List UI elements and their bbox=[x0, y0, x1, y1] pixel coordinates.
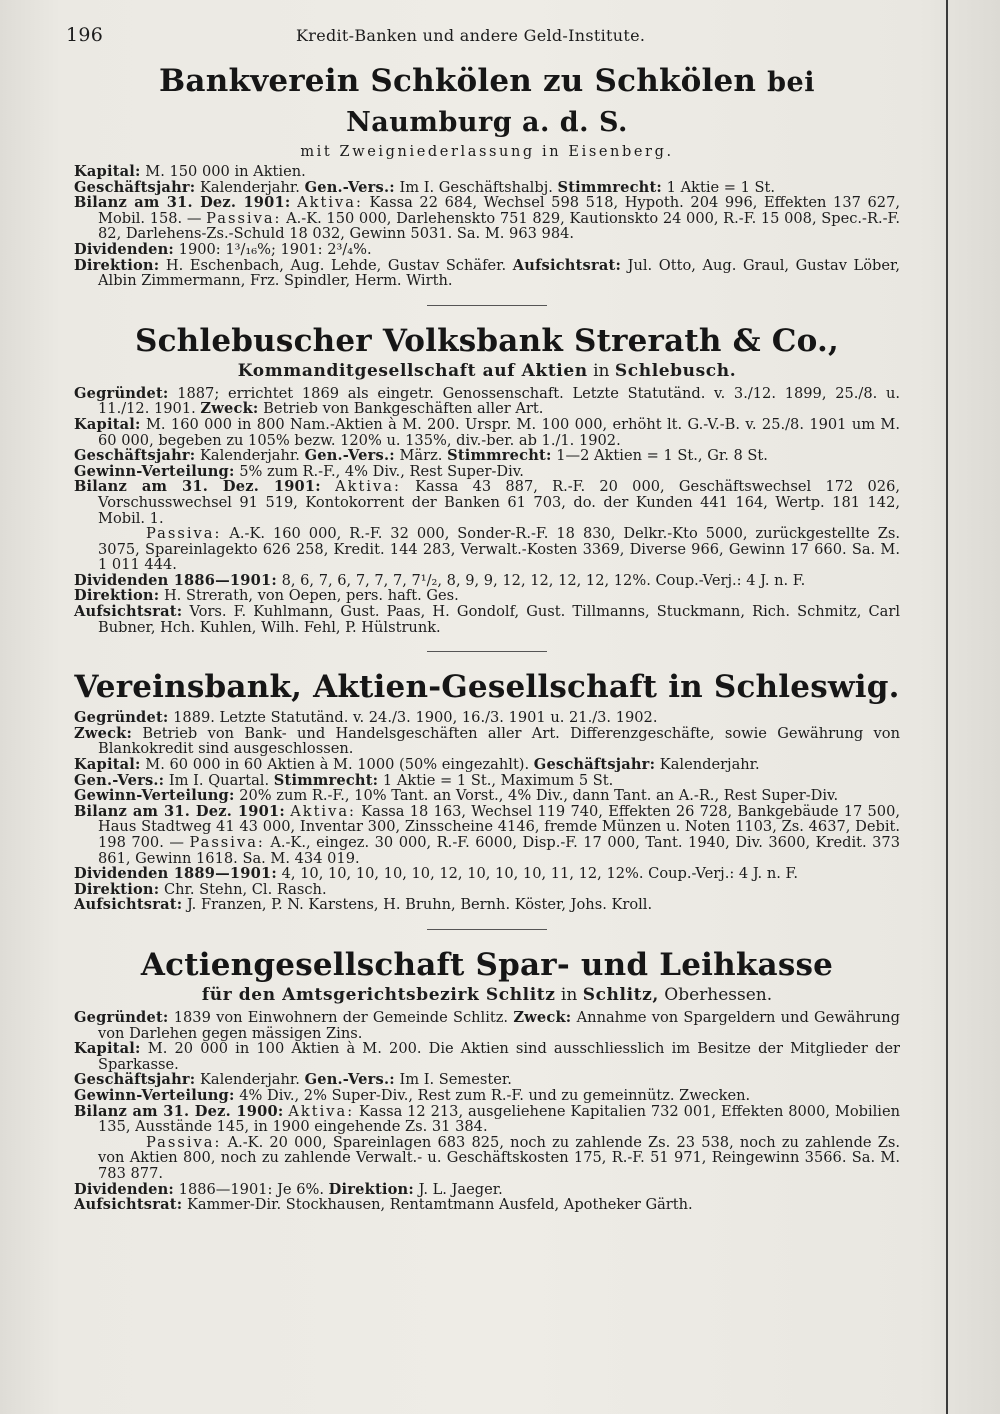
zweck-text: Annahme von Spargeldern und Gewährung von Darlehen gegen mässigen Zins. bbox=[98, 1008, 901, 1042]
gegr-label: Gegründet: bbox=[74, 384, 169, 402]
passiva-label: Passiva: bbox=[146, 525, 222, 543]
gj-label: Geschäftsjahr: bbox=[74, 1071, 196, 1089]
dir-label: Direktion: bbox=[74, 587, 160, 605]
zweck-label: Zweck: bbox=[200, 400, 259, 418]
gewinn-text: 5% zum R.-F., 4% Div., Rest Super-Div. bbox=[239, 462, 524, 480]
page-edge-rule bbox=[946, 0, 948, 1414]
kapital-label: Kapital: bbox=[74, 1040, 141, 1058]
passiva-text: A.-K. 150 000, Darlehenskto 751 829, Kautionskto 24 000, R.-F. 15 008, Spec.-R.-F. 82, Darlehens-Zs.-Schuld 18 032, Gewinn 5031. Sa. M. 963 984. bbox=[98, 209, 901, 243]
aktiva-label: Aktiva: bbox=[335, 478, 401, 496]
gewinn-line bbox=[74, 1088, 900, 1104]
aktiva-text: Kassa 18 163, Wechsel 119 740, Effekten 26 728, Bankgebäude 17 500, Haus Stadtweg 41 43 000, Inventar 300, Zinsscheine 4146, fremde Münzen u. Noten 1103, Zs. 4637, Debit. 198 700. — bbox=[98, 802, 901, 851]
subtitle-bold: für den Amtsgerichtsbezirk Schlitz bbox=[201, 984, 556, 1005]
gewinn-text: 20% zum R.-F., 10% Tant. an Vorst., 4% Div., dann Tant. an A.-R., Rest Super-Div. bbox=[239, 787, 839, 805]
subtitle-region: Oberhessen. bbox=[664, 984, 773, 1005]
div-text: 8, 6, 7, 6, 7, 7, 7, 7¹/₂, 8, 9, 9, 12, 12, 12, 12, 12%. Coup.-Verj.: 4 J. n. F. bbox=[281, 571, 806, 589]
gegr-text: 1839 von Einwohnern der Gemeinde Schlitz. bbox=[173, 1008, 509, 1026]
zweck-text: Betrieb von Bankgeschäften aller Art. bbox=[263, 400, 544, 418]
entry-bankverein-schkoelen bbox=[74, 62, 900, 289]
bilanz-label: Bilanz am 31. Dez. 1901: bbox=[74, 802, 285, 820]
dividenden-line bbox=[74, 242, 900, 258]
bilanz-label: Bilanz am 31. Dez. 1900: bbox=[74, 1102, 284, 1120]
entry-subtitle bbox=[74, 360, 900, 382]
aufsichtsrat-line bbox=[74, 897, 900, 913]
entry-title-suffix: bei Naumburg a. d. S. bbox=[346, 67, 815, 138]
stimm-text: 1 Aktie = 1 St. bbox=[666, 178, 776, 196]
bilanz-line bbox=[74, 804, 900, 866]
dir-label: Direktion: bbox=[328, 1180, 414, 1198]
dir-text: J. L. Jaeger. bbox=[418, 1180, 503, 1198]
div-label: Dividenden: bbox=[74, 240, 175, 258]
gegr-text: 1889. Letzte Statutänd. v. 24./3. 1900, 16./3. 1901 u. 21./3. 1902. bbox=[173, 709, 658, 727]
page-content bbox=[74, 62, 900, 1213]
ar-text: Jul. Otto, Aug. Graul, Gustav Löber, Albin Zimmermann, Frz. Spindler, Herm. Wirth. bbox=[98, 256, 901, 290]
gv-text: Im I. Semester. bbox=[399, 1071, 512, 1089]
dividenden-line bbox=[74, 866, 900, 882]
aktiva-label: Aktiva: bbox=[288, 1102, 355, 1120]
subtitle-in: in bbox=[560, 984, 578, 1005]
geschaeftsjahr-line bbox=[74, 448, 900, 464]
bilanz-line bbox=[74, 1104, 900, 1135]
gewinn-label: Gewinn-Verteilung: bbox=[74, 1086, 235, 1104]
passiva-text: A.-K. 20 000, Spareinlagen 683 825, noch zu zahlende Zs. 23 538, noch zu zahlende Zs. von Aktien 800, noch zu zahlende Verwalt.- u. Geschäftskosten 175, R.-F. 51 971, Reingewinn 3566. Sa. M. 783 877. bbox=[98, 1133, 901, 1182]
aufsichtsrat-line bbox=[74, 1197, 900, 1213]
passiva-line bbox=[74, 526, 900, 573]
entry-title: Schlebuscher Volksbank Strerath & Co., bbox=[135, 322, 839, 359]
kapital-line bbox=[74, 417, 900, 448]
bilanz-line bbox=[74, 479, 900, 526]
gewinn-line bbox=[74, 464, 900, 480]
dividenden-line bbox=[74, 1182, 900, 1198]
kapital-label: Kapital: bbox=[74, 163, 141, 180]
direktion-line bbox=[74, 588, 900, 604]
kapital-text: M. 150 000 in Aktien. bbox=[145, 163, 306, 180]
aktiva-text: Kassa 12 213, ausgeliehene Kapitalien 732 001, Effekten 8000, Mobilien 135, Ausstände 145, in 1900 eingehende Zs. 31 384. bbox=[98, 1102, 900, 1136]
subtitle-place: Schlitz, bbox=[582, 984, 659, 1005]
gewinn-label: Gewinn-Verteilung: bbox=[74, 462, 235, 480]
gegruendet-line bbox=[74, 710, 900, 726]
direktion-line bbox=[74, 882, 900, 898]
aktiva-label: Aktiva: bbox=[290, 802, 356, 820]
passiva-line bbox=[74, 1135, 900, 1182]
stimm-text: 1—2 Aktien = 1 St., Gr. 8 St. bbox=[556, 447, 768, 465]
gegr-text: 1887; errichtet 1869 als eingetr. Genossenschaft. Letzte Statutänd. v. 3./12. 1899, 25./8. u. 11./12. 1901. bbox=[98, 384, 900, 418]
aktiva-text: Kassa 43 887, R.-F. 20 000, Geschäftswechsel 172 026, Vorschusswechsel 91 519, Kontokorrent der Banken 61 703, do. der Kunden 441 164, Wertp. 181 142, Mobil. 1. bbox=[98, 478, 901, 527]
gj-text: Kalenderjahr. bbox=[200, 178, 300, 196]
dividenden-line bbox=[74, 573, 900, 589]
gj-text: Kalenderjahr. bbox=[200, 1071, 300, 1089]
gegruendet-line bbox=[74, 1010, 900, 1041]
direktion-line bbox=[74, 258, 900, 289]
ar-text: Kammer-Dir. Stockhausen, Rentamtmann Ausfeld, Apotheker Gärth. bbox=[186, 1196, 693, 1214]
zweck-text: Betrieb von Bank- und Handelsgeschäften aller Art. Differenzgeschäfte, sowie Gewährung von Blankokredit sind ausgeschlossen. bbox=[98, 724, 900, 758]
subtitle-bold: Kommanditgesellschaft auf Aktien bbox=[237, 360, 588, 381]
dir-label: Direktion: bbox=[74, 256, 160, 274]
running-title: Kredit-Banken und andere Geld-Institute. bbox=[296, 26, 646, 45]
geschaeftsjahr-line bbox=[74, 1072, 900, 1088]
zweck-label: Zweck: bbox=[513, 1008, 572, 1026]
gv-label: Gen.-Vers.: bbox=[304, 1071, 395, 1089]
kapital-text: M. 160 000 in 800 Nam.-Aktien à M. 200. Urspr. M. 100 000, erhöht lt. G.-V.-B. v. 25./8. 1901 um M. 60 000, begeben zu 105% bezw. 120% u. 135%, div.-ber. ab 1./1. 1902. bbox=[98, 415, 900, 449]
dir-text: H. Strerath, von Oepen, pers. haft. Ges. bbox=[163, 587, 459, 605]
gewinn-line bbox=[74, 788, 900, 804]
genvers-line bbox=[74, 773, 900, 789]
entry-subtitle bbox=[74, 984, 900, 1006]
dir-label: Direktion: bbox=[74, 880, 160, 898]
stimm-label: Stimmrecht: bbox=[447, 447, 552, 465]
section-divider bbox=[427, 305, 547, 306]
aktiva-text: Kassa 22 684, Wechsel 598 518, Hypoth. 204 996, Effekten 137 627, Mobil. 158. — bbox=[98, 194, 901, 227]
aufsichtsrat-line bbox=[74, 604, 900, 635]
bilanz-label: Bilanz am 31. Dez. 1901: bbox=[74, 478, 321, 496]
passiva-text: A.-K., eingez. 30 000, R.-F. 6000, Disp.-F. 17 000, Tant. 1940, Div. 3600, Kredit. 373 861, Gewinn 1618. Sa. M. 434 019. bbox=[98, 834, 900, 867]
gegr-label: Gegründet: bbox=[74, 709, 169, 727]
gj-label: Geschäftsjahr: bbox=[533, 756, 656, 774]
gv-text: Im I. Geschäftshalbj. bbox=[399, 178, 553, 196]
kapital-text: M. 60 000 in 60 Aktien à M. 1000 (50% eingezahlt). bbox=[145, 756, 530, 774]
aktiva-label: Aktiva: bbox=[297, 194, 363, 212]
gv-label: Gen.-Vers.: bbox=[304, 178, 395, 196]
ar-label: Aufsichtsrat: bbox=[74, 603, 183, 621]
gewinn-text: 4% Div., 2% Super-Div., Rest zum R.-F. und zu gemeinnütz. Zwecken. bbox=[239, 1086, 751, 1104]
kapital-label: Kapital: bbox=[74, 756, 141, 774]
kapital-text: M. 20 000 in 100 Aktien à M. 200. Die Aktien sind ausschliesslich im Besitze der Mitglieder der Sparkasse. bbox=[98, 1040, 900, 1073]
div-text: 4, 10, 10, 10, 10, 10, 12, 10, 10, 10, 11, 12, 12%. Coup.-Verj.: 4 J. n. F. bbox=[281, 865, 798, 883]
bilanz-label: Bilanz am 31. Dez. 1901: bbox=[74, 194, 291, 212]
div-label: Dividenden: bbox=[74, 1180, 175, 1198]
passiva-text: A.-K. 160 000, R.-F. 32 000, Sonder-R.-F. 18 830, Delkr.-Kto 5000, zurückgestellte Zs. 3075, Spareinlagekto 626 258, Kredit. 144 283, Verwalt.-Kosten 3369, Diverse 966, Gewinn 17 660. Sa. M. 1 011 444. bbox=[98, 525, 901, 574]
passiva-label: Passiva: bbox=[206, 209, 282, 227]
geschaeftsjahr-line bbox=[74, 180, 900, 196]
entry-title: Actiengesellschaft Spar- und Leihkasse bbox=[140, 946, 834, 983]
bilanz-line bbox=[74, 195, 900, 242]
subtitle-place: Schlebusch. bbox=[614, 360, 737, 381]
gj-text: Kalenderjahr. bbox=[659, 756, 760, 774]
entry-title: Vereinsbank, Aktien-Gesellschaft in Schleswig. bbox=[74, 669, 900, 706]
passiva-label: Passiva: bbox=[189, 834, 265, 851]
gj-label: Geschäftsjahr: bbox=[74, 447, 196, 465]
dir-text: H. Eschenbach, Aug. Lehde, Gustav Schäfer. bbox=[165, 256, 507, 274]
stimm-text: 1 Aktie = 1 St., Maximum 5 St. bbox=[382, 771, 614, 789]
gv-text: März. bbox=[399, 447, 443, 465]
entry-subtitle: mit Zweigniederlassung in Eisenberg. bbox=[300, 144, 674, 160]
gegr-label: Gegründet: bbox=[74, 1008, 169, 1026]
kapital-line bbox=[74, 164, 900, 180]
zweck-line bbox=[74, 726, 900, 757]
gv-label: Gen.-Vers.: bbox=[74, 771, 165, 789]
kapital-line bbox=[74, 1041, 900, 1072]
entry-vereinsbank-schleswig bbox=[74, 668, 900, 913]
ar-text: J. Franzen, P. N. Karstens, H. Bruhn, Bernh. Köster, Johs. Kroll. bbox=[186, 896, 653, 914]
dir-text: Chr. Stehn, Cl. Rasch. bbox=[163, 880, 327, 898]
entry-schlebuscher-volksbank bbox=[74, 322, 900, 636]
ar-label: Aufsichtsrat: bbox=[512, 256, 622, 274]
entry-spar-leihkasse-schlitz bbox=[74, 946, 900, 1213]
entry-title-main: Bankverein Schkölen zu Schkölen bbox=[159, 63, 757, 99]
stimm-label: Stimmrecht: bbox=[273, 771, 379, 789]
kapital-line bbox=[74, 757, 900, 773]
page-number: 196 bbox=[66, 24, 104, 46]
ar-text: Vors. F. Kuhlmann, Gust. Paas, H. Gondolf, Gust. Tillmanns, Stuckmann, Rich. Schmitz, Carl Bubner, Hch. Kuhlen, Wilh. Fehl, P. Hülstrunk. bbox=[98, 603, 900, 636]
gv-text: Im I. Quartal. bbox=[168, 771, 270, 789]
running-header bbox=[66, 20, 896, 50]
div-text: 1900: 1³/₁₆%; 1901: 2³/₄%. bbox=[178, 240, 372, 258]
stimm-label: Stimmrecht: bbox=[557, 178, 663, 196]
ar-label: Aufsichtsrat: bbox=[74, 1196, 183, 1214]
gv-label: Gen.-Vers.: bbox=[304, 447, 395, 465]
subtitle-in: in bbox=[593, 360, 610, 381]
ar-label: Aufsichtsrat: bbox=[74, 896, 183, 914]
gj-label: Geschäftsjahr: bbox=[74, 178, 196, 196]
passiva-label: Passiva: bbox=[146, 1133, 222, 1151]
section-divider bbox=[427, 651, 547, 652]
section-divider bbox=[427, 929, 547, 930]
div-label: Dividenden 1886—1901: bbox=[74, 571, 277, 589]
gewinn-label: Gewinn-Verteilung: bbox=[74, 787, 235, 805]
gj-text: Kalenderjahr. bbox=[200, 447, 300, 465]
div-label: Dividenden 1889—1901: bbox=[74, 865, 277, 883]
kapital-label: Kapital: bbox=[74, 415, 141, 433]
entry-title bbox=[74, 62, 900, 142]
div-text: 1886—1901: Je 6%. bbox=[178, 1180, 325, 1198]
zweck-label: Zweck: bbox=[74, 724, 133, 742]
gegruendet-line bbox=[74, 386, 900, 417]
